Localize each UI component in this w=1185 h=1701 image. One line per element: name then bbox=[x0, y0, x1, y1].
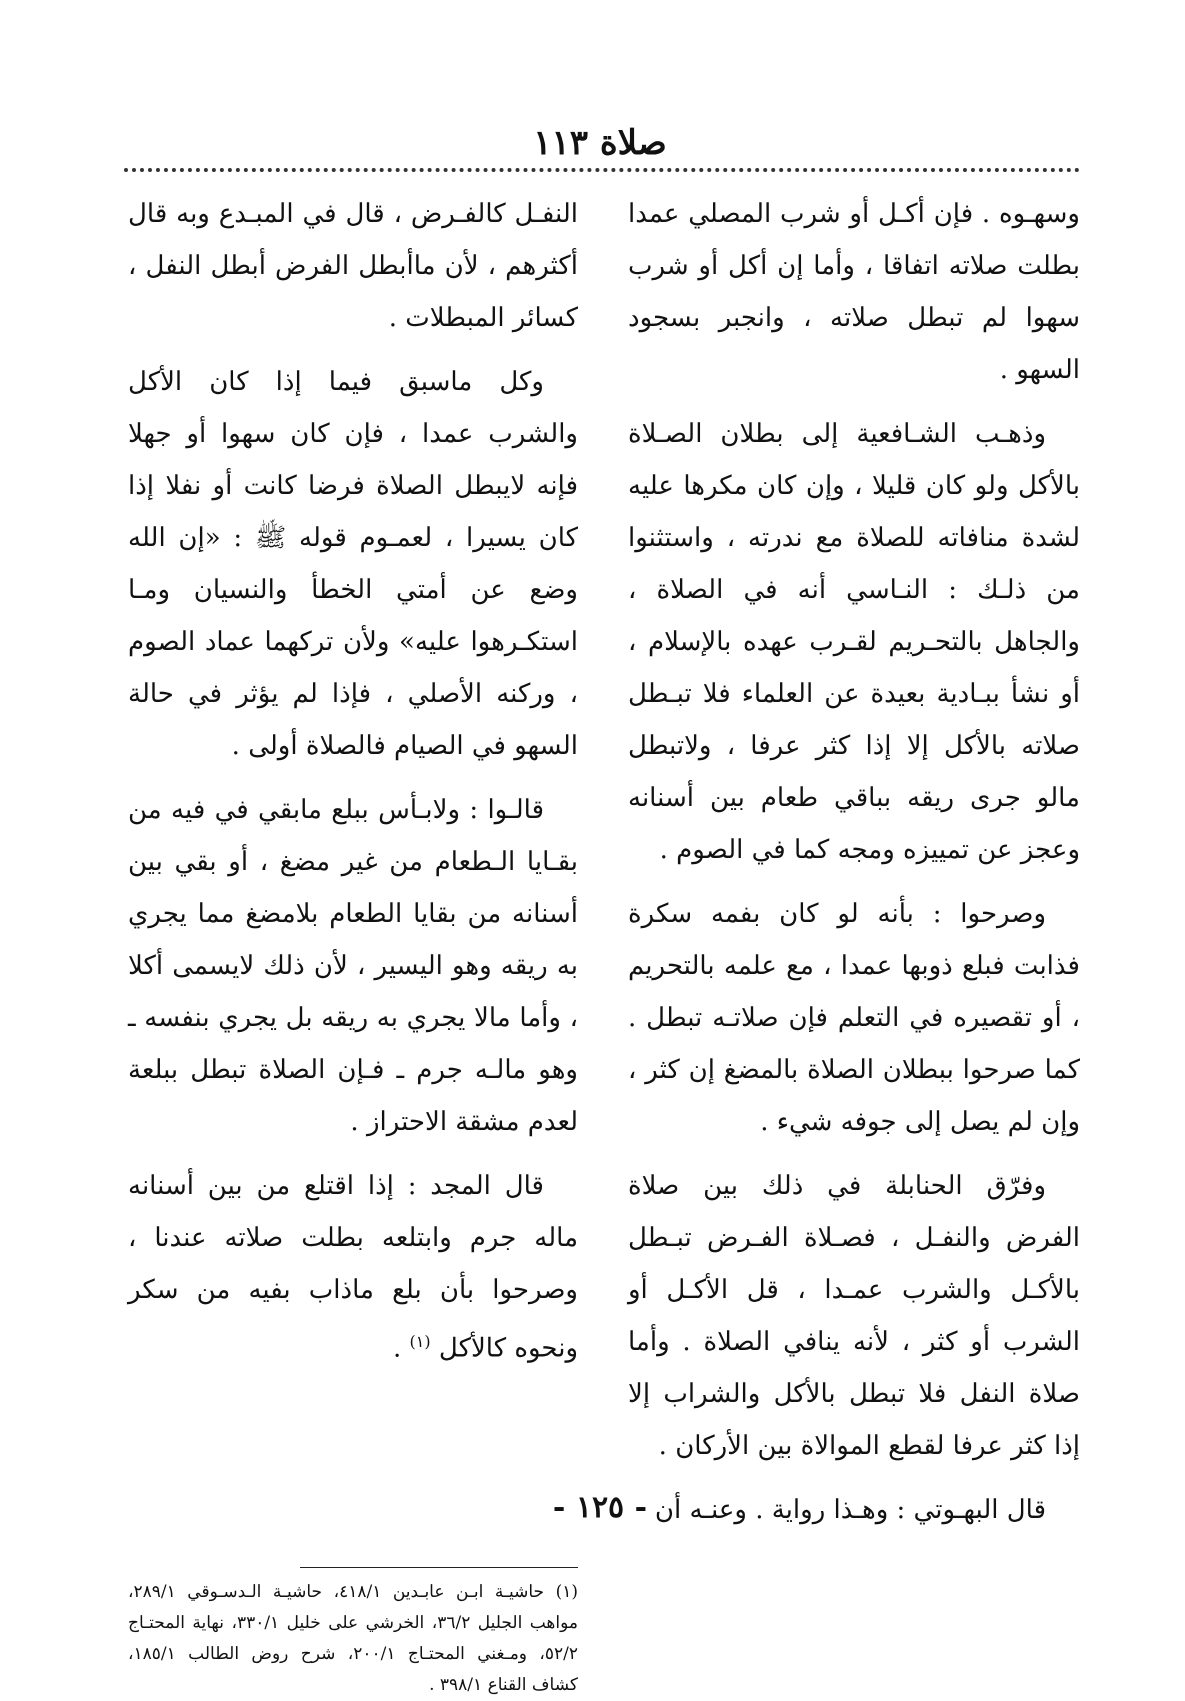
left-text-column bbox=[128, 188, 578, 1387]
header-dotted-rule bbox=[124, 168, 1080, 172]
paragraph: وذهـب الشـافعية إلى بطلان الصـلاة بالأكل ولو كان قليلا ، وإن كان مكرها عليه لشدة منافاته للصلاة مع ندرته ، واستثنوا من ذلـك : النـاسي أنه في الصلاة ، والجاهل بالتحـريم لقـرب عهده بالإسلام ، أو نشأ ببـادية بعيدة عن العلماء فلا تبـطل صلاته بالأكل إلا إذا كثر عرفا ، ولاتبطل مالو جرى ريقه بباقي طعام بين أسنانه وعجز عن تمييزه ومجه كما في الصوم . bbox=[628, 419, 1080, 865]
footnote-separator bbox=[300, 1567, 578, 1568]
paragraph: وفرّق الحنابلة في ذلك بين صلاة الفرض والنفـل ، فصـلاة الفـرض تبـطل بالأكـل والشرب عمـدا ، قل الأكـل أو الشرب أو كثر ، لأنه ينافي الصلاة . وأما صلاة النفل فلا تبطل بالأكل والشراب إلا إذا كثر عرفا لقطع الموالاة بين الأركان . bbox=[628, 1171, 1080, 1461]
footnotes bbox=[128, 1577, 578, 1701]
right-text-column bbox=[628, 188, 1080, 1548]
running-title: صلاة ١١٣ bbox=[533, 123, 667, 163]
paragraph bbox=[128, 1160, 578, 1375]
page-number: - ١٢٥ - bbox=[552, 1490, 648, 1525]
footnote-text: (١) حاشيـة ابـن عابـدين ٤١٨/١، حاشيـة الـدسـوقي ٢٨٩/١، مواهب الجليل ٣٦/٢، الخرشي على خليل ٣٣٠/١، نهاية المحتـاج ٥٢/٢، ومـغني المحتـاج ٢٠٠/١، شرح روض الطالب ١٨٥/١، كشاف القناع ٣٩٨/١ . bbox=[128, 1582, 579, 1695]
paragraph: النفـل كالفـرض ، قال في المبـدع وبه قال أكثرهم ، لأن ماأبطل الفرض أبطل النفل ، كسائر المبطلات . bbox=[128, 199, 578, 333]
paragraph: وصرحوا : بأنه لو كان بفمه سكرة فذابت فبلع ذوبها عمدا ، مع علمه بالتحريم ، أو تقصيره في التعلم فإن صلاتـه تبطل . كما صرحوا ببطلان الصلاة بالمضغ إن كثر ، وإن لم يصل إلى جوفه شيء . bbox=[628, 899, 1080, 1137]
paragraph-text: قال المجد : إذا اقتلع من بين أسنانه ماله جرم وابتلعه بطلت صلاته عندنا ، وصرحوا بأن بلع ماذاب بفيه من سكر ونحوه كالأكل bbox=[128, 1171, 578, 1364]
paragraph: قال البهـوتي : وهـذا رواية . وعنـه أن bbox=[654, 1495, 1046, 1525]
paragraph-end: . bbox=[393, 1333, 410, 1364]
paragraph: وكل ماسبق فيما إذا كان الأكل والشرب عمدا ، فإن كان سهوا أو جهلا فإنه لايبطل الصلاة فرضا كانت أو نفلا إذا كان يسيرا ، لعمـوم قوله ﷺ : «إن الله وضع عن أمتي الخطأ والنسيان ومـا استكـرهوا عليه» ولأن تركهما عماد الصوم ، وركنه الأصلي ، فإذا لم يؤثر في حالة السهو في الصيام فالصلاة أولى . bbox=[128, 367, 578, 761]
footnote-reference: (١) bbox=[409, 1332, 431, 1351]
paragraph: وسهـوه . فإن أكـل أو شرب المصلي عمدا بطلت صلاته اتفاقا ، وأما إن أكل أو شرب سهوا لم تبطل صلاته ، وانجبر بسجود السهو . bbox=[628, 199, 1080, 385]
paragraph: قالـوا : ولابـأس ببلع مابقي في فيه من بقـايا الـطعام من غير مضغ ، أو بقي بين أسنانه من بقايا الطعام بلامضغ مما يجري به ريقه وهو اليسير ، لأن ذلك لايسمى أكلا ، وأما مالا يجري به ريقه بل يجري بنفسه ـ وهو مالـه جرم ـ فـإن الصلاة تبطل ببلعة لعدم مشقة الاحتراز . bbox=[128, 795, 578, 1137]
